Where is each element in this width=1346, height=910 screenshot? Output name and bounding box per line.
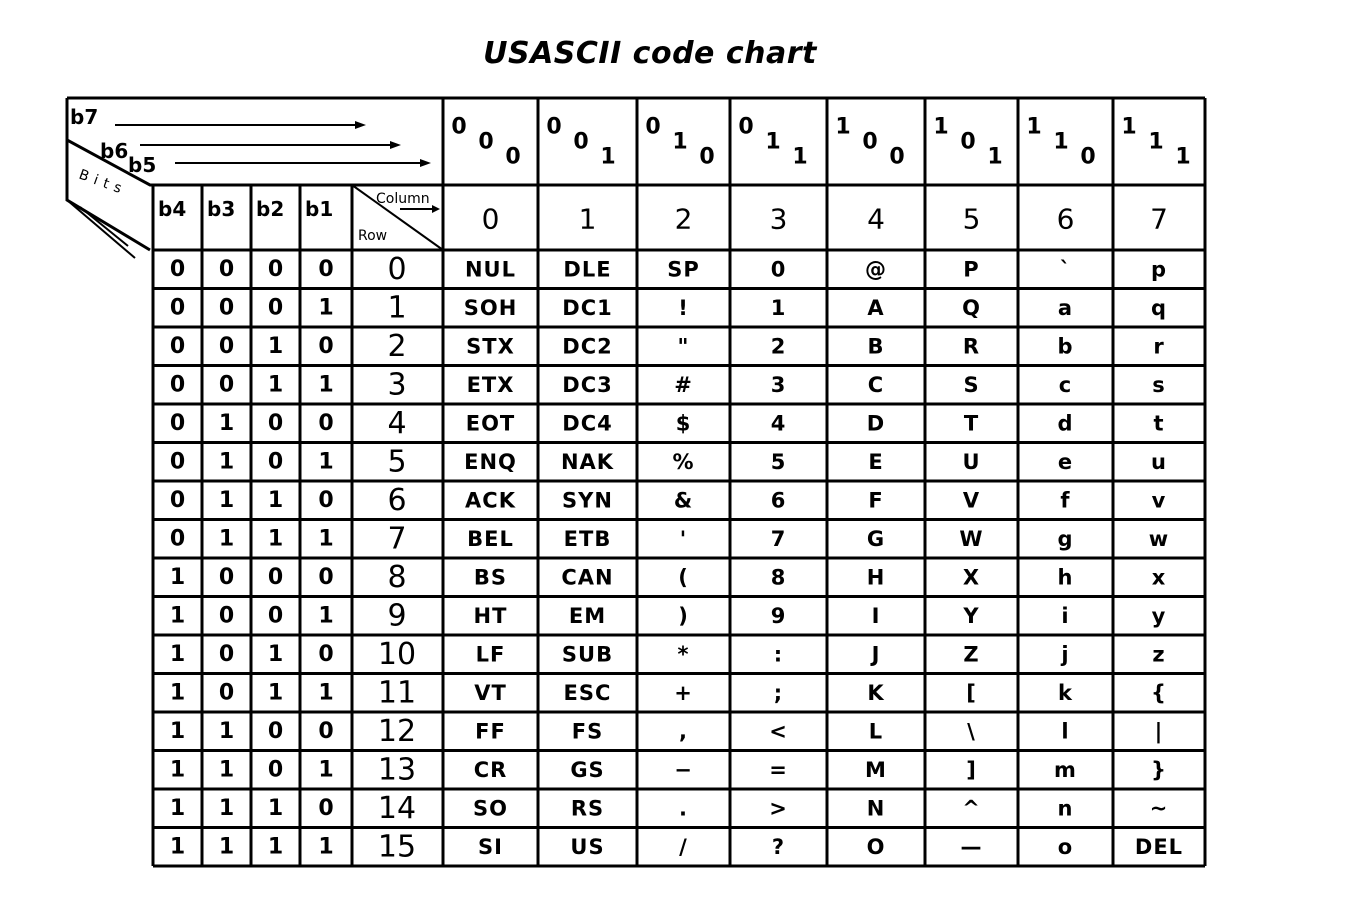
row-bit-10-1: 0 xyxy=(218,641,235,667)
char-cell-2-11: + xyxy=(674,680,693,705)
row-bit-11-2: 1 xyxy=(267,680,284,706)
row-bit-4-2: 0 xyxy=(267,410,284,436)
column-bit-0-0: 0 xyxy=(451,114,467,140)
row-label: Row xyxy=(358,228,388,244)
char-cell-4-9: I xyxy=(871,603,881,628)
column-bit-5-2: 1 xyxy=(987,144,1003,170)
char-cell-2-14: . xyxy=(679,796,688,821)
char-cell-2-1: ! xyxy=(678,295,689,320)
row-bit-15-2: 1 xyxy=(267,834,284,860)
char-cell-0-13: CR xyxy=(473,757,508,782)
row-bit-8-3: 0 xyxy=(318,564,334,590)
row-number-14: 14 xyxy=(377,790,417,826)
row-number-15: 15 xyxy=(377,829,417,865)
row-bit-7-2: 1 xyxy=(267,526,284,552)
char-cell-0-10: LF xyxy=(475,642,506,667)
row-bit-14-2: 1 xyxy=(267,795,284,821)
column-bit-4-2: 0 xyxy=(889,144,905,170)
char-cell-4-2: B xyxy=(867,334,885,359)
char-cell-3-4: 4 xyxy=(770,411,787,436)
row-bit-11-3: 1 xyxy=(318,680,334,706)
row-bit-8-0: 1 xyxy=(169,564,186,590)
char-cell-0-9: HT xyxy=(473,603,508,628)
row-bit-13-2: 0 xyxy=(267,757,284,783)
char-cell-7-5: u xyxy=(1151,449,1167,474)
row-bit-8-1: 0 xyxy=(218,564,235,590)
char-cell-3-8: 8 xyxy=(770,565,787,590)
char-cell-4-13: M xyxy=(865,757,887,782)
char-cell-3-6: 6 xyxy=(770,488,787,513)
char-cell-3-11: ; xyxy=(773,680,784,705)
char-cell-6-14: n xyxy=(1057,796,1074,821)
char-cell-3-0: 0 xyxy=(770,257,787,282)
char-cell-3-10: : xyxy=(773,642,784,667)
char-cell-2-0: SP xyxy=(667,257,700,282)
row-bit-4-3: 0 xyxy=(318,410,334,436)
char-cell-0-8: BS xyxy=(473,565,508,590)
row-bit-7-0: 0 xyxy=(169,526,186,552)
char-cell-4-14: N xyxy=(866,796,886,821)
row-bit-15-0: 1 xyxy=(169,834,186,860)
char-cell-3-3: 3 xyxy=(770,372,787,397)
column-bit-7-0: 1 xyxy=(1121,114,1137,140)
row-bit-3-2: 1 xyxy=(267,372,284,398)
char-cell-1-13: GS xyxy=(570,757,605,782)
char-cell-4-1: A xyxy=(867,295,885,320)
row-bit-2-1: 0 xyxy=(218,333,235,359)
row-bit-0-2: 0 xyxy=(267,256,284,282)
column-number-5: 5 xyxy=(962,202,981,236)
char-cell-6-11: k xyxy=(1058,680,1073,705)
row-bit-1-3: 1 xyxy=(318,295,334,321)
char-cell-2-7: ' xyxy=(679,526,688,551)
char-cell-2-15: / xyxy=(679,834,688,859)
column-number-2: 2 xyxy=(674,202,693,236)
row-bit-14-3: 0 xyxy=(318,795,334,821)
row-bit-2-2: 1 xyxy=(267,333,284,359)
b4-label: b4 xyxy=(158,197,187,221)
char-cell-2-3: # xyxy=(674,372,693,397)
column-bit-3-1: 1 xyxy=(765,129,781,155)
char-cell-6-1: a xyxy=(1057,295,1074,320)
char-cell-5-14: ^ xyxy=(962,796,981,821)
char-cell-4-12: L xyxy=(868,719,884,744)
row-number-4: 4 xyxy=(387,405,407,441)
column-bit-4-0: 1 xyxy=(835,114,851,140)
row-bit-6-3: 0 xyxy=(318,487,334,513)
char-cell-1-10: SUB xyxy=(561,642,614,667)
row-number-6: 6 xyxy=(387,482,407,518)
char-cell-7-3: s xyxy=(1152,372,1166,397)
b7-label: b7 xyxy=(70,105,99,129)
row-bit-14-1: 1 xyxy=(218,795,235,821)
char-cell-1-3: DC3 xyxy=(562,372,613,397)
row-number-13: 13 xyxy=(377,752,417,788)
column-bit-6-1: 1 xyxy=(1053,129,1069,155)
row-number-10: 10 xyxy=(377,636,417,672)
char-cell-6-10: j xyxy=(1061,642,1070,667)
char-cell-2-9: ) xyxy=(678,603,689,628)
column-bit-3-2: 1 xyxy=(792,144,808,170)
row-bit-5-2: 0 xyxy=(267,449,284,475)
column-number-0: 0 xyxy=(481,202,500,236)
char-cell-5-9: Y xyxy=(963,603,980,628)
row-bit-15-1: 1 xyxy=(218,834,235,860)
row-bit-13-3: 1 xyxy=(318,757,334,783)
char-cell-3-1: 1 xyxy=(770,295,787,320)
char-cell-5-3: S xyxy=(963,372,980,397)
char-cell-5-0: P xyxy=(963,257,980,282)
char-cell-0-2: STX xyxy=(466,334,515,359)
char-cell-1-1: DC1 xyxy=(562,295,613,320)
row-bit-1-2: 0 xyxy=(267,295,284,321)
char-cell-0-6: ACK xyxy=(465,488,516,513)
char-cell-2-6: & xyxy=(673,488,694,513)
char-cell-0-4: EOT xyxy=(465,411,516,436)
char-cell-5-8: X xyxy=(962,565,981,590)
row-bit-3-1: 0 xyxy=(218,372,235,398)
char-cell-5-5: U xyxy=(962,449,981,474)
char-cell-7-15: DEL xyxy=(1134,834,1184,859)
row-bit-10-3: 0 xyxy=(318,641,334,667)
column-bit-7-2: 1 xyxy=(1175,144,1191,170)
char-cell-7-14: ~ xyxy=(1149,796,1169,821)
row-bit-6-2: 1 xyxy=(267,487,284,513)
char-cell-6-13: m xyxy=(1054,757,1077,782)
row-bit-15-3: 1 xyxy=(318,834,334,860)
char-cell-1-0: DLE xyxy=(563,257,612,282)
row-bit-12-1: 1 xyxy=(218,718,235,744)
char-cell-4-6: F xyxy=(868,488,884,513)
char-cell-0-7: BEL xyxy=(467,526,514,551)
row-bit-8-2: 0 xyxy=(267,564,284,590)
row-bit-9-1: 0 xyxy=(218,603,235,629)
column-bit-5-1: 0 xyxy=(960,129,976,155)
row-bit-2-3: 0 xyxy=(318,333,334,359)
char-cell-2-2: " xyxy=(677,334,690,359)
char-cell-4-0: @ xyxy=(865,257,887,282)
char-cell-7-8: x xyxy=(1151,565,1167,590)
char-cell-2-10: * xyxy=(677,642,690,667)
column-number-3: 3 xyxy=(769,202,788,236)
char-cell-7-4: t xyxy=(1153,411,1165,436)
char-cell-6-3: c xyxy=(1058,372,1073,397)
char-cell-2-13: − xyxy=(674,757,693,782)
char-cell-6-5: e xyxy=(1057,449,1074,474)
char-cell-0-1: SOH xyxy=(463,295,518,320)
char-cell-7-12: | xyxy=(1154,719,1164,744)
char-cell-3-12: < xyxy=(769,719,788,744)
char-cell-1-12: FS xyxy=(571,719,604,744)
char-cell-0-15: SI xyxy=(478,834,503,859)
row-bit-10-2: 1 xyxy=(267,641,284,667)
char-cell-7-13: } xyxy=(1151,757,1167,782)
char-cell-5-7: W xyxy=(959,526,984,551)
char-cell-5-11: [ xyxy=(966,680,977,705)
row-bit-4-1: 1 xyxy=(218,410,235,436)
row-number-0: 0 xyxy=(387,251,407,287)
char-cell-0-11: VT xyxy=(474,680,507,705)
column-label: Column xyxy=(376,191,430,207)
row-bit-0-0: 0 xyxy=(169,256,186,282)
row-bit-12-0: 1 xyxy=(169,718,186,744)
char-cell-5-13: ] xyxy=(966,757,977,782)
char-cell-6-2: b xyxy=(1057,334,1074,359)
b6-label: b6 xyxy=(100,139,129,163)
char-cell-2-5: % xyxy=(672,449,695,474)
row-bit-5-1: 1 xyxy=(218,449,235,475)
row-bit-5-0: 0 xyxy=(169,449,186,475)
char-cell-0-14: SO xyxy=(473,796,508,821)
char-cell-1-15: US xyxy=(570,834,605,859)
char-cell-5-2: R xyxy=(962,334,981,359)
char-cell-3-13: = xyxy=(769,757,788,782)
char-cell-4-11: K xyxy=(867,680,885,705)
row-bit-10-0: 1 xyxy=(169,641,186,667)
column-bit-3-0: 0 xyxy=(738,114,754,140)
row-bit-11-1: 0 xyxy=(218,680,235,706)
b2-label: b2 xyxy=(256,197,285,221)
column-bit-4-1: 0 xyxy=(862,129,878,155)
row-bit-4-0: 0 xyxy=(169,410,186,436)
char-cell-1-5: NAK xyxy=(560,449,615,474)
row-bit-6-1: 1 xyxy=(218,487,235,513)
row-number-8: 8 xyxy=(387,559,407,595)
char-cell-6-8: h xyxy=(1057,565,1074,590)
column-bit-6-0: 1 xyxy=(1026,114,1042,140)
char-cell-4-4: D xyxy=(866,411,886,436)
char-cell-2-4: $ xyxy=(675,411,692,436)
row-bit-11-0: 1 xyxy=(169,680,186,706)
row-number-7: 7 xyxy=(387,521,407,557)
char-cell-2-12: , xyxy=(679,719,688,744)
row-number-11: 11 xyxy=(377,675,417,711)
row-bit-7-1: 1 xyxy=(218,526,235,552)
char-cell-5-12: \ xyxy=(967,719,976,744)
column-headers xyxy=(451,115,1190,236)
column-bit-1-2: 1 xyxy=(600,144,616,170)
row-bit-14-0: 1 xyxy=(169,795,186,821)
char-cell-7-6: v xyxy=(1151,488,1167,513)
char-cell-1-9: EM xyxy=(568,603,607,628)
row-bit-12-2: 0 xyxy=(267,718,284,744)
row-number-1: 1 xyxy=(387,290,407,326)
char-cell-4-5: E xyxy=(868,449,884,474)
column-bit-2-2: 0 xyxy=(699,144,715,170)
char-cell-5-4: T xyxy=(963,411,980,436)
column-bit-0-1: 0 xyxy=(478,129,494,155)
char-cell-5-6: V xyxy=(962,488,981,513)
row-bit-6-0: 0 xyxy=(169,487,186,513)
char-cell-3-7: 7 xyxy=(770,526,787,551)
char-cell-3-9: 9 xyxy=(770,603,787,628)
char-cell-4-10: J xyxy=(871,642,881,667)
char-cell-6-9: i xyxy=(1061,603,1070,628)
char-cell-7-10: z xyxy=(1152,642,1166,667)
char-cell-7-11: { xyxy=(1151,680,1167,705)
char-cell-0-5: ENQ xyxy=(464,449,517,474)
char-cell-1-7: ETB xyxy=(563,526,612,551)
row-bit-3-0: 0 xyxy=(169,372,186,398)
char-cell-2-8: ( xyxy=(678,565,689,590)
row-bit-9-3: 1 xyxy=(318,603,334,629)
b5-label: b5 xyxy=(128,153,157,177)
column-bit-5-0: 1 xyxy=(933,114,949,140)
column-number-4: 4 xyxy=(867,202,885,236)
char-cell-4-3: C xyxy=(867,372,885,397)
column-bit-6-2: 0 xyxy=(1080,144,1096,170)
row-bit-12-3: 0 xyxy=(318,718,334,744)
column-number-6: 6 xyxy=(1056,202,1075,236)
char-cell-0-3: ETX xyxy=(466,372,515,397)
char-cell-7-0: p xyxy=(1150,257,1168,282)
column-number-7: 7 xyxy=(1150,202,1168,236)
char-cell-3-2: 2 xyxy=(770,334,787,359)
column-number-1: 1 xyxy=(578,202,597,236)
row-bit-9-0: 1 xyxy=(169,603,186,629)
row-bit-13-1: 1 xyxy=(218,757,235,783)
row-bit-5-3: 1 xyxy=(318,449,334,475)
char-cell-6-15: o xyxy=(1057,834,1074,859)
char-cell-5-10: Z xyxy=(963,642,980,667)
char-cell-7-2: r xyxy=(1153,334,1165,359)
b1-label: b1 xyxy=(305,197,334,221)
char-cell-7-9: y xyxy=(1151,603,1167,628)
row-bit-0-1: 0 xyxy=(218,256,235,282)
char-cell-3-5: 5 xyxy=(770,449,787,474)
column-bit-1-1: 0 xyxy=(573,129,589,155)
char-cell-6-4: d xyxy=(1057,411,1074,436)
char-cell-6-12: l xyxy=(1061,719,1070,744)
b3-label: b3 xyxy=(207,197,236,221)
char-cell-6-6: f xyxy=(1060,488,1071,513)
chart-title: USASCII code chart xyxy=(483,36,817,71)
column-bit-2-1: 1 xyxy=(672,129,688,155)
char-cell-4-8: H xyxy=(866,565,886,590)
row-bit-1-1: 0 xyxy=(218,295,235,321)
row-bit-13-0: 1 xyxy=(169,757,186,783)
char-cell-6-0: ` xyxy=(1059,257,1072,282)
row-bit-0-3: 0 xyxy=(318,256,334,282)
column-bit-7-1: 1 xyxy=(1148,129,1164,155)
row-number-3: 3 xyxy=(387,367,407,403)
char-cell-1-4: DC4 xyxy=(562,411,613,436)
row-number-12: 12 xyxy=(377,713,417,749)
char-cell-1-8: CAN xyxy=(561,565,614,590)
char-cell-1-11: ESC xyxy=(563,680,612,705)
char-cell-1-6: SYN xyxy=(562,488,613,513)
char-cell-6-7: g xyxy=(1057,526,1074,551)
char-cell-4-7: G xyxy=(866,526,886,551)
char-cell-3-14: > xyxy=(769,796,788,821)
column-bit-1-0: 0 xyxy=(546,114,562,140)
row-bit-3-3: 1 xyxy=(318,372,334,398)
row-bit-2-0: 0 xyxy=(169,333,186,359)
char-cell-0-12: FF xyxy=(475,719,506,744)
char-cell-7-7: w xyxy=(1148,526,1170,551)
column-bit-0-2: 0 xyxy=(505,144,521,170)
char-cell-5-1: Q xyxy=(962,295,981,320)
char-cell-7-1: q xyxy=(1150,295,1168,320)
row-bit-7-3: 1 xyxy=(318,526,334,552)
column-bit-2-0: 0 xyxy=(645,114,661,140)
char-cell-1-14: RS xyxy=(570,796,605,821)
char-cell-5-15: — xyxy=(960,834,983,859)
row-bit-1-0: 0 xyxy=(169,295,186,321)
row-number-2: 2 xyxy=(387,328,407,364)
row-number-9: 9 xyxy=(387,598,407,634)
char-cell-3-15: ? xyxy=(771,834,786,859)
bits-label: Bits xyxy=(76,166,130,199)
char-cell-4-15: O xyxy=(866,834,886,859)
row-number-5: 5 xyxy=(387,444,407,480)
char-cell-1-2: DC2 xyxy=(562,334,613,359)
char-cell-0-0: NUL xyxy=(464,257,517,282)
row-bit-9-2: 0 xyxy=(267,603,284,629)
